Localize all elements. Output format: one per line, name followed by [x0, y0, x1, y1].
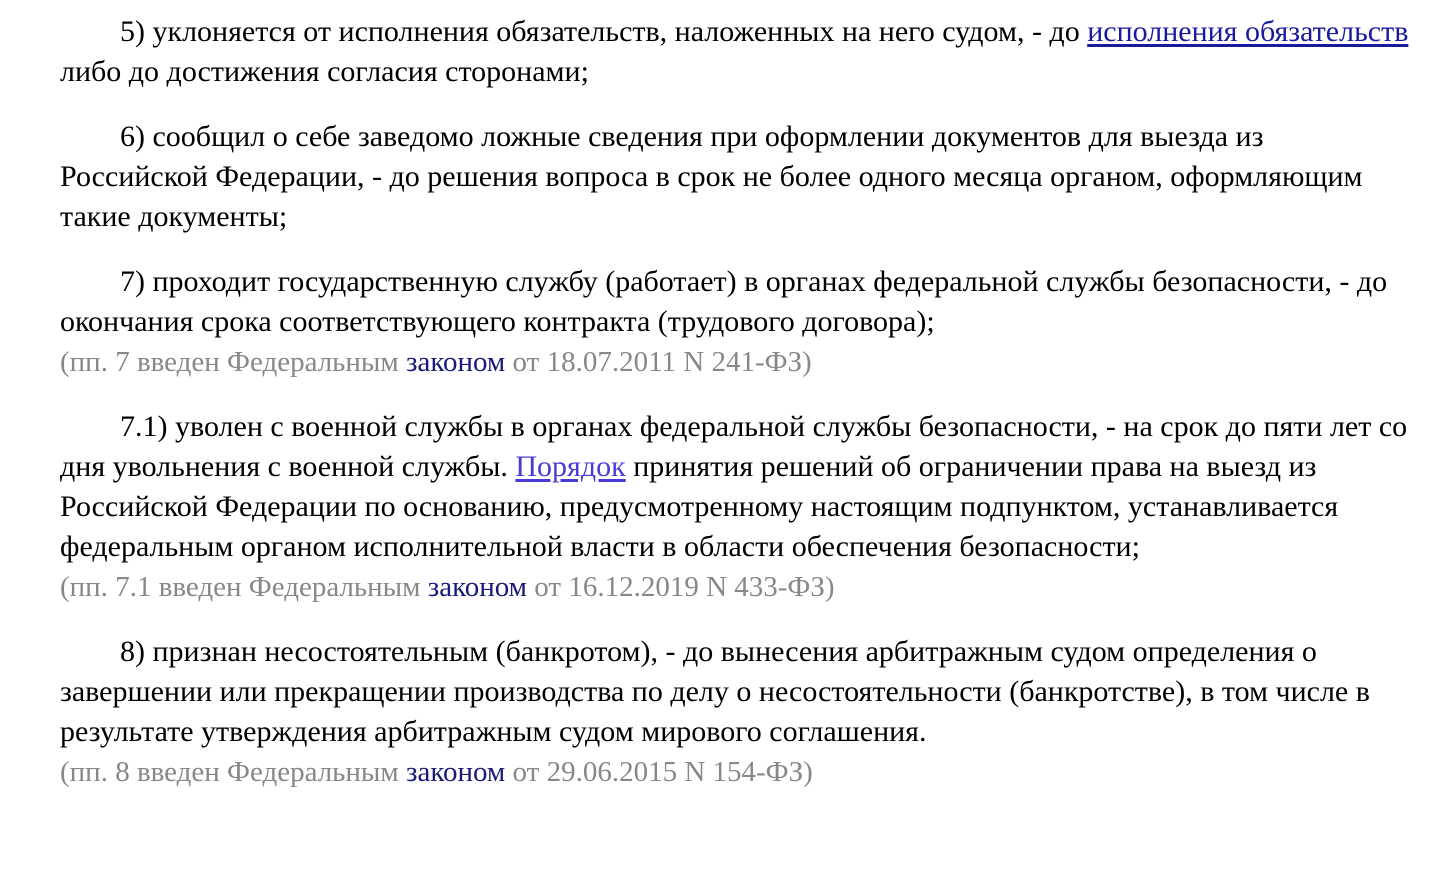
item-7-note-before: (пп. 7 введен Федеральным [60, 346, 407, 378]
item-7-1-law-link[interactable]: законом [427, 571, 528, 603]
item-7-note-after: от 18.07.2011 N 241-ФЗ) [505, 346, 812, 378]
item-8-note-before: (пп. 8 введен Федеральным [60, 756, 407, 788]
item-5-text-after: либо до достижения согласия сторонами; [60, 55, 589, 88]
item-7-amendment-note [60, 342, 1414, 382]
item-8-note-after: от 29.06.2015 N 154-ФЗ) [505, 756, 813, 788]
item-5-paragraph [60, 12, 1414, 92]
item-8-amendment-note [60, 752, 1414, 792]
item-7-1-text-after: принятия решений об ограничении права на выезд из Российской Федерации по основанию, предусмотренному настоящим подпунктом, устанавливается федеральным органом исполнительной власти в области обеспечения безопасности; [60, 450, 1339, 563]
item-7-1-note-after: от 16.12.2019 N 433-ФЗ) [527, 571, 835, 603]
item-7-paragraph: 7) проходит государственную службу (работает) в органах федеральной службы безопасности, - до окончания срока соответствующего контракта (трудового договора); [60, 265, 1388, 338]
item-7-1-text-before: 7.1) уволен с военной службы в органах федеральной службы безопасности, - на срок до пяти лет со дня увольнения с военной службы. [60, 410, 1408, 483]
item-6-paragraph: 6) сообщил о себе заведомо ложные сведения при оформлении документов для выезда из Российской Федерации, - до решения вопроса в срок не более одного месяца органом, оформляющим такие документы; [60, 120, 1363, 233]
item-5-obligations-link[interactable]: исполнения обязательств [1087, 15, 1409, 48]
item-7-1-amendment-note [60, 567, 1414, 607]
item-8-law-link[interactable]: законом [406, 756, 506, 788]
item-8-paragraph: 8) признан несостоятельным (банкротом), - до вынесения арбитражным судом определения о завершении или прекращении производства по делу о несостоятельности (банкротстве), в том числе в результате утверждения арбитражным судом мирового соглашения. [60, 635, 1370, 748]
item-5-text-before: 5) уклоняется от исполнения обязательств, наложенных на него судом, - до [120, 15, 1088, 48]
item-7-law-link[interactable]: законом [406, 346, 506, 378]
item-7-1-note-before: (пп. 7.1 введен Федеральным [60, 571, 428, 603]
item-7-1-procedure-link[interactable]: Порядок [515, 450, 626, 483]
item-7-1-paragraph [60, 407, 1414, 567]
